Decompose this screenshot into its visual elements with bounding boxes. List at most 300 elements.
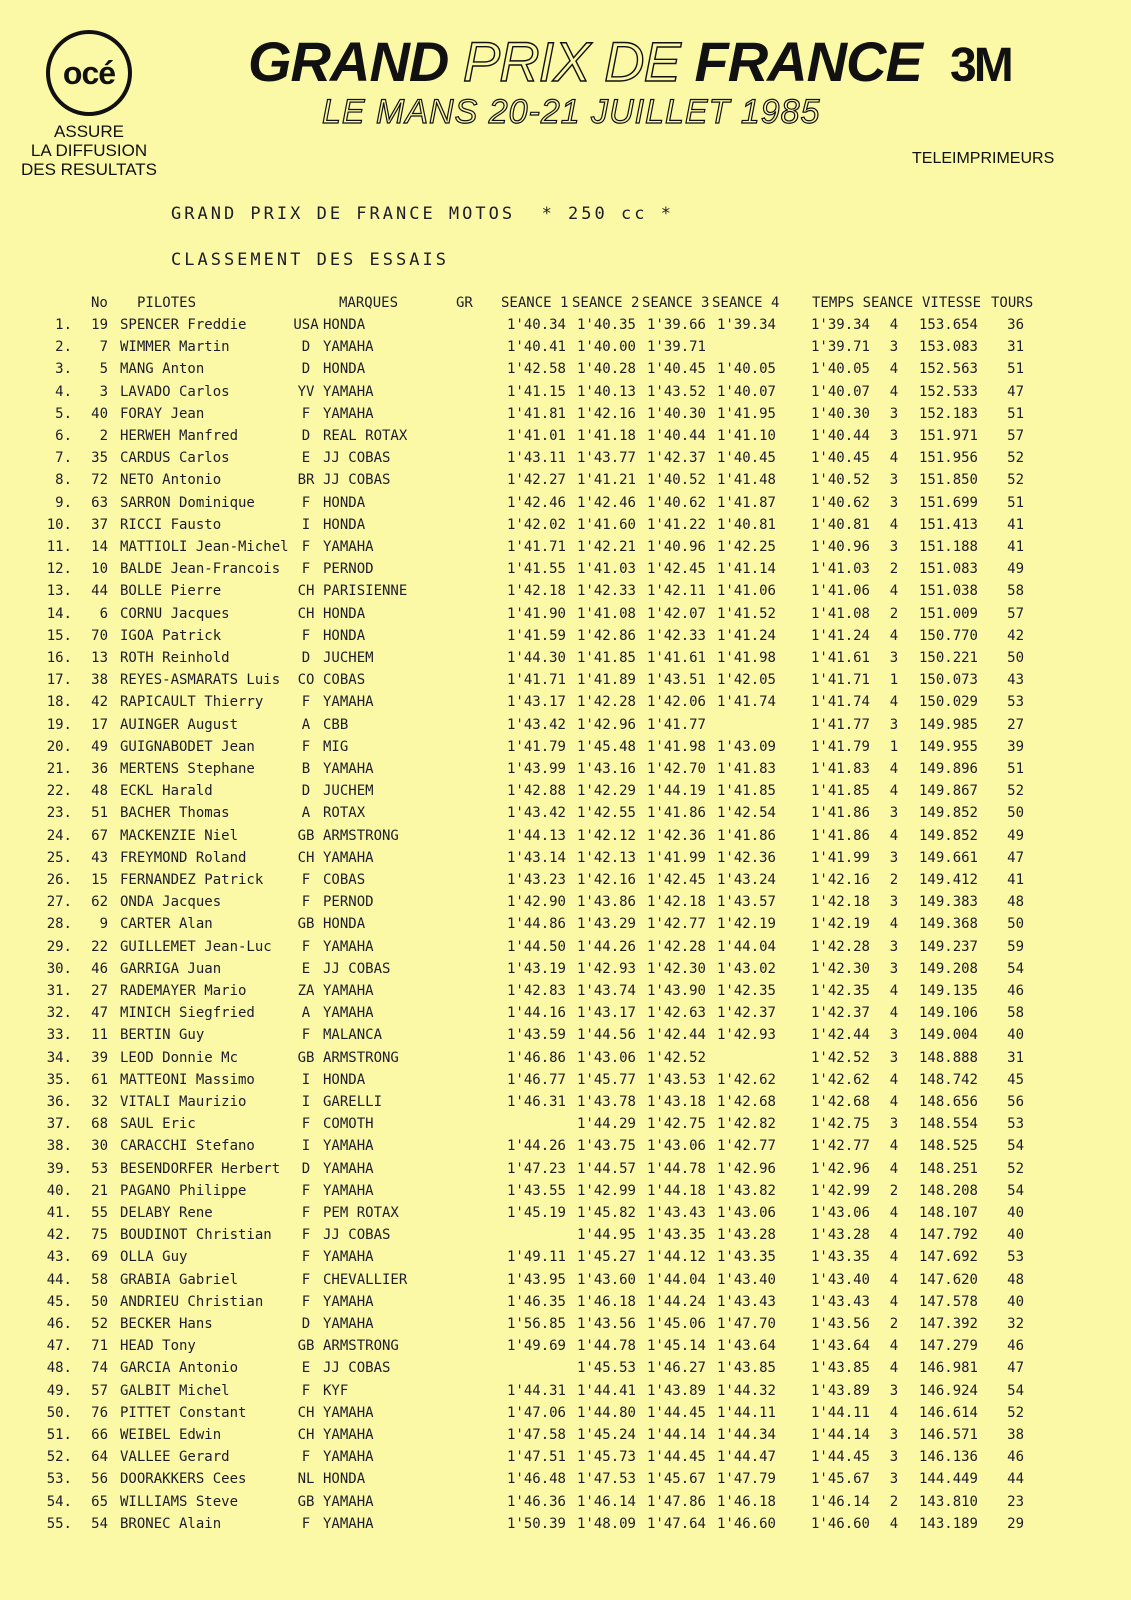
speed: 149.852 (918, 827, 978, 844)
best-seance: 4 (889, 1094, 899, 1110)
speed: 151.083 (918, 561, 978, 578)
seance-3-time: 1'42.37 (646, 450, 706, 467)
seance-2-time: 1'42.96 (576, 716, 636, 733)
nationality: NL (297, 1471, 315, 1488)
seance-2-time: 1'43.77 (576, 450, 636, 467)
make: PARISIENNE (323, 583, 408, 600)
best-seance: 4 (889, 1404, 899, 1421)
seance-2-time: 1'45.82 (576, 1205, 636, 1221)
rank: 1. (55, 317, 72, 333)
seance-3-time: 1'41.22 (646, 516, 706, 533)
seance-3-time: 1'41.99 (646, 849, 706, 866)
make: YAMAHA (323, 761, 374, 777)
seance-2-time: 1'44.95 (576, 1227, 636, 1244)
bike-number: 42 (91, 694, 108, 711)
seance-4-time: 1'43.43 (716, 1293, 776, 1310)
laps: 38 (1007, 1427, 1024, 1443)
seance-4-time: 1'41.06 (716, 583, 776, 600)
bike-number: 58 (91, 1271, 108, 1288)
rider-name: ROTH Reinhold (120, 650, 230, 666)
seance-1-time: 1'43.17 (506, 694, 566, 711)
speed: 148.251 (918, 1160, 978, 1177)
seance-2-time: 1'44.41 (576, 1382, 636, 1399)
rank: 47. (46, 1338, 72, 1355)
race-heading: GRAND PRIX DE FRANCE MOTOS * 250 cc * (171, 204, 674, 224)
rank: 15. (46, 627, 72, 644)
best-time: 1'42.99 (810, 1182, 870, 1199)
seance-4-time: 1'44.11 (716, 1404, 776, 1421)
rider-name: REYES-ASMARATS Luis (120, 672, 281, 689)
seance-2-time: 1'42.13 (576, 849, 636, 866)
seance-3-time: 1'41.77 (646, 716, 706, 733)
seance-2-time: 1'40.28 (576, 361, 636, 378)
seance-2-time: 1'41.21 (576, 472, 636, 489)
laps: 42 (1007, 627, 1024, 644)
best-time: 1'41.08 (810, 605, 870, 622)
seance-2-time: 1'42.21 (576, 539, 636, 555)
speed: 147.792 (918, 1227, 978, 1244)
header-marques: MARQUES (339, 295, 399, 311)
seance-4-time: 1'43.82 (716, 1182, 776, 1199)
bike-number: 2 (99, 428, 108, 444)
speed: 152.533 (918, 383, 978, 400)
make: YAMAHA (323, 1493, 374, 1510)
bike-number: 40 (91, 405, 108, 422)
make: PERNOD (323, 894, 374, 911)
speed: 151.009 (918, 605, 978, 622)
best-time: 1'41.24 (810, 627, 870, 644)
laps: 50 (1007, 650, 1024, 666)
seance-4-time: 1'42.82 (716, 1116, 776, 1133)
best-seance: 4 (889, 1249, 899, 1266)
make: YAMAHA (323, 1182, 374, 1199)
best-seance: 2 (889, 1316, 899, 1332)
best-seance: 4 (889, 1205, 899, 1221)
laps: 59 (1007, 938, 1024, 955)
bike-number: 61 (91, 1071, 108, 1088)
laps: 40 (1007, 1293, 1024, 1310)
best-seance: 4 (889, 694, 899, 711)
seance-2-time: 1'42.99 (576, 1182, 636, 1199)
nationality: F (301, 1205, 311, 1221)
seance-1-time: 1'43.19 (506, 960, 566, 977)
seance-1-time: 1'44.50 (506, 938, 566, 955)
seance-1-time: 1'47.51 (506, 1449, 566, 1466)
seance-3-time: 1'42.30 (646, 960, 706, 977)
laps: 53 (1007, 694, 1024, 711)
rider-name: FERNANDEZ Patrick (120, 872, 264, 888)
rank: 33. (46, 1027, 72, 1044)
seance-3-time: 1'44.45 (646, 1404, 706, 1421)
seance-2-time: 1'42.33 (576, 583, 636, 600)
seance-4-time: 1'42.25 (716, 539, 776, 555)
best-time: 1'42.37 (810, 1005, 870, 1022)
bike-number: 54 (91, 1515, 108, 1532)
rider-name: BOLLE Pierre (120, 583, 222, 600)
best-time: 1'41.79 (810, 738, 870, 755)
rider-name: DOORAKKERS Cees (120, 1471, 247, 1488)
seance-4-time: 1'41.85 (716, 783, 776, 800)
best-seance: 3 (889, 1471, 899, 1488)
nationality: I (301, 1138, 311, 1155)
rank: 38. (46, 1138, 72, 1155)
seance-1-time: 1'47.58 (506, 1427, 566, 1443)
nationality: CH (297, 1404, 315, 1421)
make: COMOTH (323, 1116, 374, 1133)
seance-1-time: 1'42.02 (506, 516, 566, 533)
speed: 148.554 (918, 1116, 978, 1133)
make: CHEVALLIER (323, 1271, 408, 1288)
seance-2-time: 1'40.00 (576, 339, 636, 356)
best-time: 1'40.07 (810, 383, 870, 400)
best-seance: 4 (889, 1271, 899, 1288)
speed: 150.073 (918, 672, 978, 689)
seance-3-time: 1'44.14 (646, 1427, 706, 1443)
rider-name: GARCIA Antonio (120, 1360, 239, 1377)
nationality: A (301, 716, 311, 733)
seance-3-time: 1'42.77 (646, 916, 706, 933)
oce-caption-line: DES RESULTATS (20, 160, 158, 179)
best-seance: 3 (889, 405, 899, 422)
nationality: A (301, 805, 311, 822)
rank: 22. (46, 783, 72, 800)
seance-1-time: 1'47.06 (506, 1404, 566, 1421)
make: JJ COBAS (323, 1360, 391, 1377)
make: HONDA (323, 516, 366, 533)
bike-number: 52 (91, 1316, 108, 1332)
best-seance: 3 (889, 339, 899, 356)
bike-number: 66 (91, 1427, 108, 1443)
rider-name: WILLIAMS Steve (120, 1493, 239, 1510)
speed: 147.578 (918, 1293, 978, 1310)
rider-name: MERTENS Stephane (120, 761, 255, 777)
best-time: 1'42.30 (810, 960, 870, 977)
rider-name: ANDRIEU Christian (120, 1293, 264, 1310)
seance-1-time: 1'46.31 (506, 1094, 566, 1110)
bike-number: 19 (91, 317, 108, 333)
laps: 29 (1007, 1515, 1024, 1532)
rank: 23. (46, 805, 72, 822)
speed: 151.850 (918, 472, 978, 489)
bike-number: 27 (91, 983, 108, 999)
rider-name: ONDA Jacques (120, 894, 222, 911)
seance-1-time: 1'41.59 (506, 627, 566, 644)
section-heading: CLASSEMENT DES ESSAIS (171, 250, 449, 270)
speed: 151.971 (918, 428, 978, 444)
rank: 4. (55, 383, 72, 400)
seance-3-time: 1'47.64 (646, 1515, 706, 1532)
rank: 43. (46, 1249, 72, 1266)
seance-4-time: 1'43.24 (716, 872, 776, 888)
best-time: 1'42.16 (810, 872, 870, 888)
seance-2-time: 1'44.78 (576, 1338, 636, 1355)
seance-1-time: 1'44.16 (506, 1005, 566, 1022)
rider-name: GUILLEMET Jean-Luc (120, 938, 272, 955)
nationality: F (301, 1182, 311, 1199)
seance-3-time: 1'45.06 (646, 1316, 706, 1332)
nationality: GB (297, 1338, 315, 1355)
rank: 20. (46, 738, 72, 755)
laps: 31 (1007, 1049, 1024, 1066)
seance-2-time: 1'45.53 (576, 1360, 636, 1377)
rank: 2. (55, 339, 72, 356)
rider-name: GUIGNABODET Jean (120, 738, 255, 755)
event-title (248, 30, 922, 94)
best-time: 1'43.56 (810, 1316, 870, 1332)
header-seance-1: SEANCE 1 (501, 295, 569, 311)
speed: 149.896 (918, 761, 978, 777)
seance-4-time: 1'41.74 (716, 694, 776, 711)
header-temps-seance: TEMPS SEANCE (812, 295, 914, 311)
rider-name: GRABIA Gabriel (120, 1271, 239, 1288)
laps: 50 (1007, 916, 1024, 933)
bike-number: 14 (91, 539, 108, 555)
nationality: USA (293, 317, 319, 333)
seance-1-time: 1'40.34 (506, 317, 566, 333)
bike-number: 71 (91, 1338, 108, 1355)
best-seance: 4 (889, 827, 899, 844)
bike-number: 36 (91, 761, 108, 777)
seance-3-time: 1'43.18 (646, 1094, 706, 1110)
bike-number: 35 (91, 450, 108, 467)
rank: 31. (46, 983, 72, 999)
seance-1-time: 1'43.95 (506, 1271, 566, 1288)
best-seance: 3 (889, 938, 899, 955)
rank: 34. (46, 1049, 72, 1066)
rank: 48. (46, 1360, 72, 1377)
make: COBAS (323, 872, 366, 888)
best-seance: 4 (889, 1160, 899, 1177)
best-time: 1'40.52 (810, 472, 870, 489)
speed: 150.770 (918, 627, 978, 644)
rider-name: NETO Antonio (120, 472, 222, 489)
best-seance: 4 (889, 1005, 899, 1022)
best-seance: 3 (889, 894, 899, 911)
speed: 146.614 (918, 1404, 978, 1421)
nationality: F (301, 1027, 311, 1044)
rank: 17. (46, 672, 72, 689)
best-seance: 3 (889, 960, 899, 977)
nationality: F (301, 938, 311, 955)
bike-number: 69 (91, 1249, 108, 1266)
bike-number: 32 (91, 1094, 108, 1110)
rank: 44. (46, 1271, 72, 1288)
rider-name: GARRIGA Juan (120, 960, 222, 977)
speed: 149.106 (918, 1005, 978, 1022)
laps: 48 (1007, 894, 1024, 911)
best-seance: 1 (889, 738, 899, 755)
seance-3-time: 1'42.36 (646, 827, 706, 844)
make: HONDA (323, 494, 366, 511)
rider-name: CARTER Alan (120, 916, 213, 933)
nationality: F (301, 1249, 311, 1266)
speed: 148.525 (918, 1138, 978, 1155)
seance-4-time: 1'47.79 (716, 1471, 776, 1488)
seance-3-time: 1'43.43 (646, 1205, 706, 1221)
seance-3-time: 1'42.75 (646, 1116, 706, 1133)
bike-number: 75 (91, 1227, 108, 1244)
best-time: 1'42.28 (810, 938, 870, 955)
seance-4-time: 1'46.60 (716, 1515, 776, 1532)
laps: 57 (1007, 428, 1024, 444)
best-seance: 3 (889, 494, 899, 511)
bike-number: 72 (91, 472, 108, 489)
seance-1-time: 1'42.90 (506, 894, 566, 911)
laps: 46 (1007, 1449, 1024, 1466)
nationality: F (301, 1515, 311, 1532)
best-time: 1'43.06 (810, 1205, 870, 1221)
seance-2-time: 1'40.35 (576, 317, 636, 333)
nationality: F (301, 1382, 311, 1399)
nationality: ZA (297, 983, 315, 999)
laps: 46 (1007, 1338, 1024, 1355)
best-time: 1'43.89 (810, 1382, 870, 1399)
make: HONDA (323, 361, 366, 378)
seance-4-time: 1'41.24 (716, 627, 776, 644)
seance-4-time: 1'43.57 (716, 894, 776, 911)
best-time: 1'43.43 (810, 1293, 870, 1310)
best-seance: 4 (889, 1515, 899, 1532)
nationality: CH (297, 849, 315, 866)
seance-3-time: 1'43.51 (646, 672, 706, 689)
seance-1-time: 1'45.19 (506, 1205, 566, 1221)
rider-name: MATTIOLI Jean-Michel (120, 539, 289, 555)
best-time: 1'42.77 (810, 1138, 870, 1155)
best-seance: 3 (889, 716, 899, 733)
seance-1-time: 1'43.23 (506, 872, 566, 888)
rider-name: SAUL Eric (120, 1116, 196, 1133)
seance-2-time: 1'41.08 (576, 605, 636, 622)
bike-number: 43 (91, 849, 108, 866)
speed: 148.656 (918, 1094, 978, 1110)
seance-2-time: 1'42.16 (576, 872, 636, 888)
best-time: 1'41.06 (810, 583, 870, 600)
seance-1-time: 1'42.88 (506, 783, 566, 800)
laps: 52 (1007, 472, 1024, 489)
best-time: 1'40.44 (810, 428, 870, 444)
nationality: F (301, 738, 311, 755)
oce-logo (46, 30, 132, 116)
rank: 52. (46, 1449, 72, 1466)
rider-name: CORNU Jacques (120, 605, 230, 622)
best-time: 1'42.35 (810, 983, 870, 999)
make: YAMAHA (323, 938, 374, 955)
seance-2-time: 1'44.29 (576, 1116, 636, 1133)
best-time: 1'41.61 (810, 650, 870, 666)
seance-4-time: 1'40.05 (716, 361, 776, 378)
bike-number: 53 (91, 1160, 108, 1177)
seance-2-time: 1'43.74 (576, 983, 636, 999)
rider-name: FREYMOND Roland (120, 849, 247, 866)
speed: 148.208 (918, 1182, 978, 1199)
make: JJ COBAS (323, 960, 391, 977)
laps: 58 (1007, 1005, 1024, 1022)
seance-4-time: 1'41.95 (716, 405, 776, 422)
rider-name: ECKL Harald (120, 783, 213, 800)
rank: 46. (46, 1316, 72, 1332)
bike-number: 55 (91, 1205, 108, 1221)
rider-name: MACKENZIE Niel (120, 827, 239, 844)
laps: 51 (1007, 405, 1024, 422)
nationality: I (301, 1094, 311, 1110)
speed: 149.955 (918, 738, 978, 755)
rider-name: BACHER Thomas (120, 805, 230, 822)
rider-name: RADEMAYER Mario (120, 983, 247, 999)
make: YAMAHA (323, 1316, 374, 1332)
make: JJ COBAS (323, 450, 391, 467)
seance-2-time: 1'42.28 (576, 694, 636, 711)
seance-4-time: 1'41.98 (716, 650, 776, 666)
seance-2-time: 1'43.86 (576, 894, 636, 911)
bike-number: 21 (91, 1182, 108, 1199)
rank: 7. (55, 450, 72, 467)
best-time: 1'40.05 (810, 361, 870, 378)
header-gr: GR (456, 295, 473, 311)
best-time: 1'41.85 (810, 783, 870, 800)
laps: 57 (1007, 605, 1024, 622)
best-time: 1'42.96 (810, 1160, 870, 1177)
laps: 52 (1007, 450, 1024, 467)
nationality: E (301, 450, 311, 467)
seance-3-time: 1'45.14 (646, 1338, 706, 1355)
nationality: D (301, 339, 311, 356)
make: YAMAHA (323, 405, 374, 422)
seance-1-time: 1'44.30 (506, 650, 566, 666)
best-time: 1'40.62 (810, 494, 870, 511)
event-subtitle: LE MANS 20-21 JUILLET 1985 (322, 93, 821, 131)
best-time: 1'44.11 (810, 1404, 870, 1421)
rank: 50. (46, 1404, 72, 1421)
bike-number: 47 (91, 1005, 108, 1022)
make: JJ COBAS (323, 472, 391, 489)
seance-4-time: 1'40.81 (716, 516, 776, 533)
make: GARELLI (323, 1094, 383, 1110)
speed: 151.038 (918, 583, 978, 600)
best-seance: 4 (889, 583, 899, 600)
seance-3-time: 1'44.18 (646, 1182, 706, 1199)
nationality: D (301, 1160, 311, 1177)
laps: 45 (1007, 1071, 1024, 1088)
seance-3-time: 1'41.61 (646, 650, 706, 666)
seance-4-time: 1'42.19 (716, 916, 776, 933)
bike-number: 74 (91, 1360, 108, 1377)
rank: 53. (46, 1471, 72, 1488)
seance-4-time: 1'42.96 (716, 1160, 776, 1177)
seance-2-time: 1'41.18 (576, 428, 636, 444)
best-time: 1'41.74 (810, 694, 870, 711)
make: HONDA (323, 627, 366, 644)
oce-caption (14, 122, 164, 179)
seance-2-time: 1'45.77 (576, 1071, 636, 1088)
rank: 55. (46, 1515, 72, 1532)
laps: 54 (1007, 960, 1024, 977)
make: HONDA (323, 916, 366, 933)
seance-1-time: 1'41.81 (506, 405, 566, 422)
rider-name: OLLA Guy (120, 1249, 188, 1266)
seance-4-time: 1'41.48 (716, 472, 776, 489)
seance-1-time: 1'46.35 (506, 1293, 566, 1310)
rank: 54. (46, 1493, 72, 1510)
best-time: 1'46.60 (810, 1515, 870, 1532)
laps: 51 (1007, 761, 1024, 777)
bike-number: 63 (91, 494, 108, 511)
bike-number: 76 (91, 1404, 108, 1421)
nationality: F (301, 561, 311, 578)
make: YAMAHA (323, 1293, 374, 1310)
bike-number: 22 (91, 938, 108, 955)
seance-1-time: 1'42.58 (506, 361, 566, 378)
seance-1-time: 1'44.13 (506, 827, 566, 844)
